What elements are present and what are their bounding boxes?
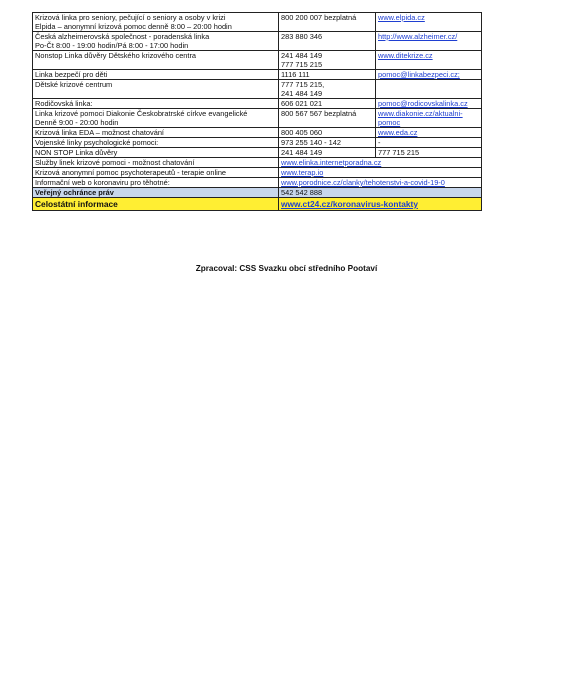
service-name-cell: Linka bezpečí pro děti bbox=[33, 70, 279, 80]
website-link[interactable]: http://www.alzheimer.cz/ bbox=[378, 32, 458, 41]
contact-cell bbox=[376, 51, 482, 70]
ombudsman-row bbox=[33, 188, 482, 198]
service-name-cell: Vojenské linky psychologické pomoci: bbox=[33, 138, 279, 148]
table-row bbox=[33, 138, 482, 148]
phone-cell: 283 880 346 bbox=[279, 32, 376, 51]
prepared-by-footer: Zpracoval: CSS Svazku obcí středního Pootaví bbox=[195, 264, 378, 273]
phone-cell: 800 567 567 bezplatná bbox=[279, 109, 376, 128]
service-name-cell: Služby linek krizové pomoci - možnost chatování bbox=[33, 158, 279, 168]
table-row bbox=[33, 32, 482, 51]
table-row bbox=[33, 13, 482, 32]
service-name-cell: Rodičovská linka: bbox=[33, 99, 279, 109]
contacts-document bbox=[32, 12, 481, 211]
service-name-cell: Dětské krizové centrum bbox=[33, 80, 279, 99]
website-link-continuation[interactable]: pomoc bbox=[378, 118, 401, 127]
contact-cell bbox=[376, 109, 482, 128]
phone-cell: 800 405 060 bbox=[279, 128, 376, 138]
contact-cell: 777 715 215 bbox=[376, 148, 482, 158]
phone-cell: 973 255 140 - 142 bbox=[279, 138, 376, 148]
service-name-cell: Krizová anonymní pomoc psychoterapeutů - terapie online bbox=[33, 168, 279, 178]
table-row bbox=[33, 148, 482, 158]
service-name-cell: Linka krizové pomoci Diakonie Českobratrské církve evangelické Denně 9:00 - 20:00 hodin bbox=[33, 109, 279, 128]
phone-cell: 1116 111 bbox=[279, 70, 376, 80]
service-name-cell: Informační web o koronaviru pro těhotné: bbox=[33, 178, 279, 188]
service-name-cell: Nonstop Linka důvěry Dětského krizového centra bbox=[33, 51, 279, 70]
table-row bbox=[33, 70, 482, 80]
phone-cell: 241 484 149 777 715 215 bbox=[279, 51, 376, 70]
national-info-row bbox=[33, 198, 482, 211]
table-row bbox=[33, 158, 482, 168]
table-row bbox=[33, 99, 482, 109]
contact-cell bbox=[376, 70, 482, 80]
website-link[interactable]: www.elpida.cz bbox=[378, 13, 425, 22]
table-row bbox=[33, 51, 482, 70]
table-row bbox=[33, 80, 482, 99]
email-link[interactable]: pomoc@rodicovskalinka.cz bbox=[378, 99, 468, 108]
email-link[interactable]: pomoc@linkabezpeci.cz; bbox=[378, 70, 460, 79]
ombudsman-phone: 542 542 888 bbox=[279, 188, 482, 198]
website-link[interactable]: www.terap.io bbox=[281, 168, 324, 177]
website-link[interactable]: www.porodnice.cz/clanky/tehotenstvi-a-covid-19-0 bbox=[281, 178, 445, 187]
service-name-cell: Krizová linka pro seniory, pečující o seniory a osoby v krizi Elpida – anonymní krizová pomoc denně 8:00 – 20:00 hodin bbox=[33, 13, 279, 32]
table-row bbox=[33, 128, 482, 138]
phone-cell: 606 021 021 bbox=[279, 99, 376, 109]
national-info-cell bbox=[279, 198, 482, 211]
national-info-label: Celostátní informace bbox=[33, 198, 279, 211]
contact-cell: - bbox=[376, 138, 482, 148]
phone-cell: 777 715 215, 241 484 149 bbox=[279, 80, 376, 99]
website-link[interactable]: www.ditekrize.cz bbox=[378, 51, 433, 60]
service-name-cell: Krizová linka EDA – možnost chatování bbox=[33, 128, 279, 138]
website-link[interactable]: www.elinka.internetporadna.cz bbox=[281, 158, 382, 167]
service-name-cell: NON STOP Linka důvěry bbox=[33, 148, 279, 158]
phone-cell: 241 484 149 bbox=[279, 148, 376, 158]
contact-cell bbox=[376, 32, 482, 51]
table-row bbox=[33, 178, 482, 188]
service-name-cell: Česká alzheimerovská společnost - poradenská linka Po-Čt 8:00 - 19:00 hodin/Pá 8:00 - 17:00 hodin bbox=[33, 32, 279, 51]
table-row bbox=[33, 109, 482, 128]
table-row bbox=[33, 168, 482, 178]
phone-cell: 800 200 007 bezplatná bbox=[279, 13, 376, 32]
ombudsman-label: Veřejný ochránce práv bbox=[33, 188, 279, 198]
website-link[interactable]: www.eda.cz bbox=[378, 128, 418, 137]
contact-cell bbox=[376, 13, 482, 32]
link-cell bbox=[279, 168, 482, 178]
contact-cell bbox=[376, 128, 482, 138]
website-link[interactable]: www.diakonie.cz/aktualni- bbox=[378, 109, 463, 118]
contact-cell bbox=[376, 80, 482, 99]
link-cell bbox=[279, 178, 482, 188]
national-info-link[interactable]: www.ct24.cz/koronavirus-kontakty bbox=[281, 199, 418, 209]
contacts-table bbox=[32, 12, 482, 211]
contact-cell bbox=[376, 99, 482, 109]
link-cell bbox=[279, 158, 482, 168]
